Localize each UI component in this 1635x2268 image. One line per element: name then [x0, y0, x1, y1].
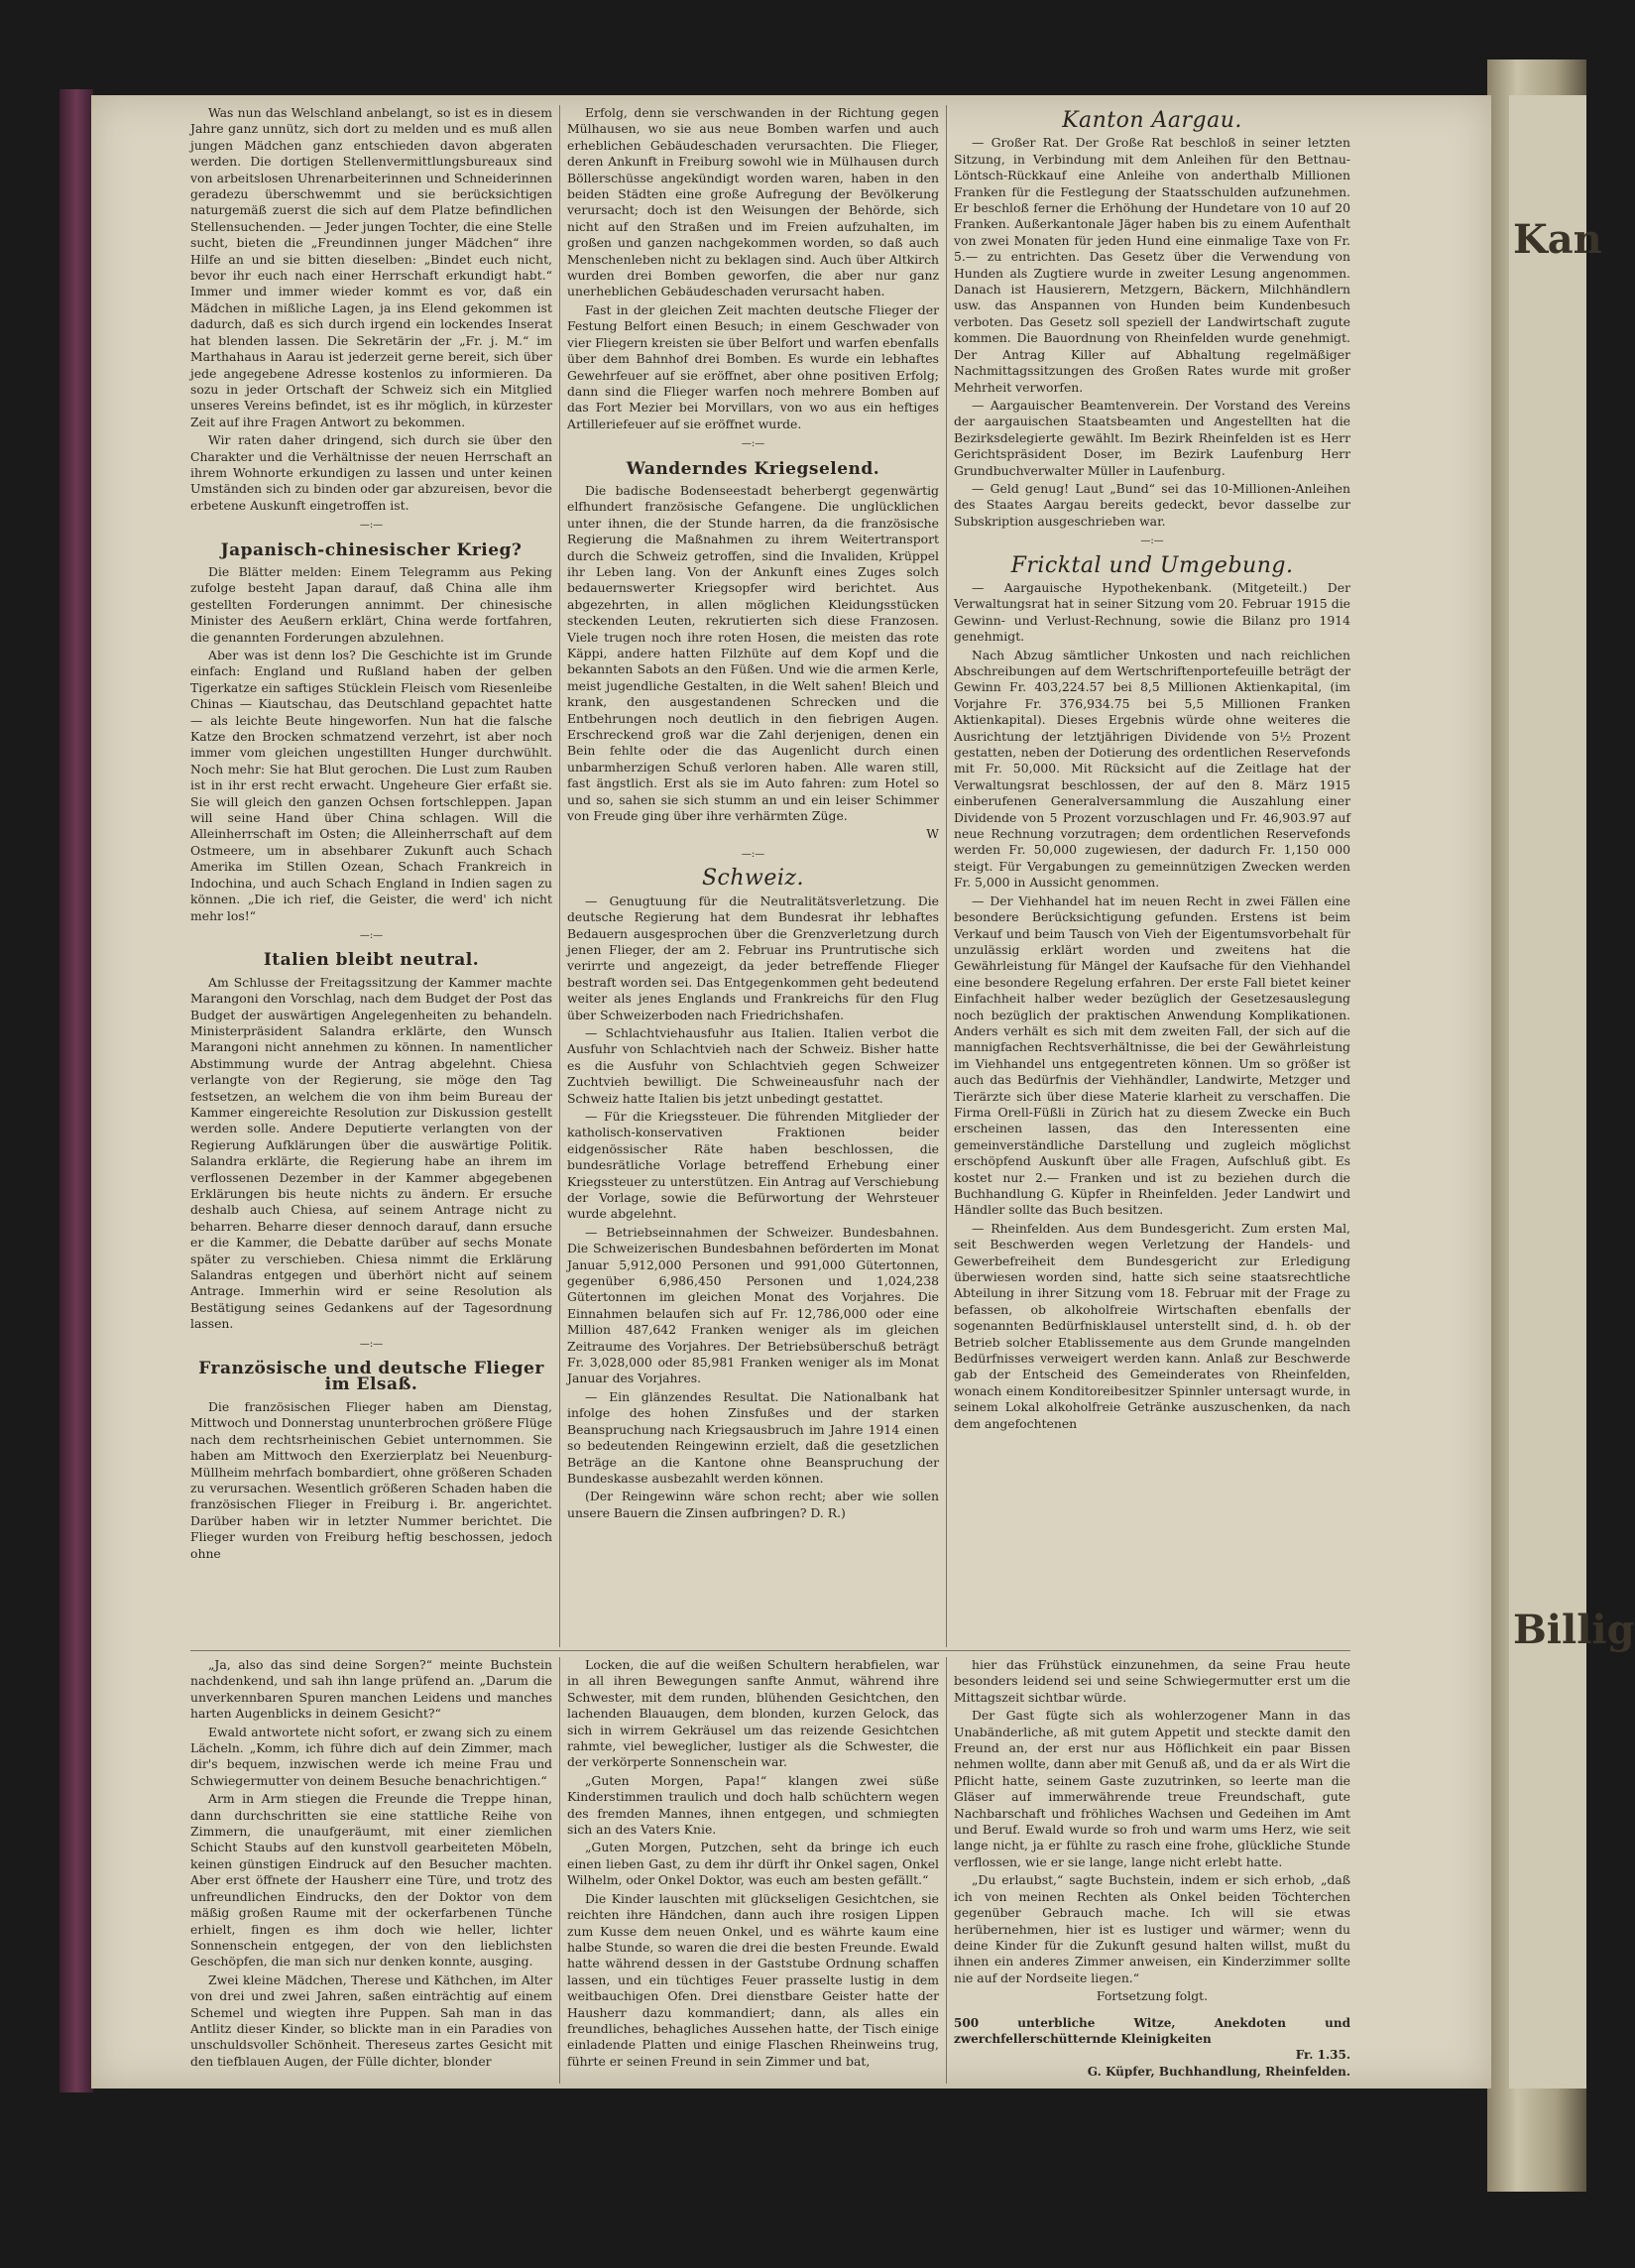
article-paragraph: Aber was ist denn los? Die Geschichte ist im Grunde einfach: England und Rußland haben der gelben Tigerkatze ein saftiges Stücklein Fleisch vom Riesenleibe Chinas — Kiautschau, das Deutschland gepachtet hatte — als leichte Beute hingeworfen. Nun hat die falsche Katze den Brocken schmatzend verzehrt, ist aber noch immer vom gleichen ungestillten Hunger durchwühlt. Noch mehr: Sie hat Blut gerochen. Die Lust zum Rauben ist in ihr erst recht erwacht. Ungeheure Gier erfaßt sie. Sie will gleich den ganzen Ochsen fortschleppen. Japan will seine Hand über China schlagen. Will die Alleinherrschaft im Osten; die Alleinherrschaft auf dem Ostmeere, um in absehbarer Zukunft auch Schach Amerika im Stillen Ozean, Schach Frankreich in Indochina, und auch Schach England in Indien sagen zu können. „Die ich rief, die Geister, die werd' ich nicht mehr los!“ — [190, 648, 552, 923]
separator: —:— — [359, 1338, 384, 1350]
news-item: — Betriebseinnahmen der Schweizer. Bundesbahnen. Die Schweizerischen Bundesbahnen beförderten im Monat Januar 5,912,000 Personen und 991,000 Gütertonnen, gegenüber 6,986,450 Personen und 1,024,238 Gütertonnen im gleichen Monat des Vorjahres. Die Einnahmen belaufen sich auf Fr. 12,786,000 oder eine Million 487,642 Franken weniger als im gleichen Zeitraume des Vorjahres. Der Betriebsüberschuß beträgt Fr. 3,028,000 oder 85,981 Franken weniger als im Monat Januar des Vorjahres. — [567, 1224, 939, 1386]
news-item: — Geld genug! Laut „Bund“ sei das 10-Millionen-Anleihen des Staates Aargau bereits gedeckt, bevor dasselbe zur Subskription ausgeschrieben war. — [954, 480, 1350, 529]
headline-italien: Italien bleibt neutral. — [263, 950, 480, 971]
story-paragraph: Ewald antwortete nicht sofort, er zwang sich zu einem Lächeln. „Komm, ich führe dich auf dein Zimmer, mach dir's bequem, inzwischen werde ich meine Frau und Schwiegermutter von deinem Besuche benachrichtigen.“ — [190, 1724, 552, 1788]
ad-publisher: G. Küpfer, Buchhandlung, Rheinfelden. — [1087, 2064, 1350, 2079]
news-item: — Rheinfelden. Aus dem Bundesgericht. Zum ersten Mal, seit Beschwerden wegen Verletzung der Handels- und Gewerbefreiheit dem Bundesgericht zur Erledigung überwiesen worden sind, hatte sich seine staatsrechtliche Abteilung in ihrer Sitzung vom 18. Februar mit der Frage zu befassen, ob alkoholfreie Wirtschaften ebenfalls der sogenannten Bedürfnisklausel unterstellt sind, d. h. ob der Betrieb solcher Etablissemente aus dem Grunde mangelnden Bedürfnisses verweigert werden kann. Anlaß zur Beschwerde gab der Entscheid des Gemeinderates von Rheinfelden, wonach einem Konditoreibesitzer Spinnler untersagt wurde, in seinem Lokal alkoholfreie Getränke auszuschenken, da nach dem angefochtenen — [954, 1220, 1350, 1431]
news-item: — Der Viehhandel hat im neuen Recht in zwei Fällen eine besondere Berücksichtigung gefunden. Erstens ist beim Verkauf und beim Tausch von Vieh der Eigentumsvorbehalt für unzulässig erklärt worden und zweitens hat die Gewährleistung für Mängel der Kaufsache für den Viehhandel eine besondere Regelung erfahren. Der erste Fall bietet keiner Einfachheit halber weder bezüglich der Gesetzesauslegung noch bezüglich der praktischen Anwendung Komplikationen. Anders verhält es sich mit dem zweiten Fall, der sich auf die mannigfachen Rechtsverhältnisse, die bei der Gewährleistung im Viehhandel uns entgegentreten können. Um so größer ist auch das Bedürfnis der Viehhändler, Landwirte, Metzger und Tierärzte sich über diese Materie klarheit zu verschaffen. Die Firma Orell-Füßli in Zürich hat zu diesem Zwecke ein Buch erscheinen lassen, das den Interessenten eine gemeinverständliche Darstellung und zugleich möglichst erschöpfend Auskunft über alle Fragen, Aufschluß gibt. Es kostet nur 2.— Franken und ist zu beziehen durch die Buchhandlung G. Küpfer in Rheinfelden. Jeder Landwirt und Händler sollte das Buch besitzen. — [954, 893, 1350, 1218]
story-paragraph: „Guten Morgen, Papa!“ klangen zwei süße Kinderstimmen traulich und doch halb schüchtern wegen des fremden Mannes, ihnen entgegen, und schmiegten sich an des Vaters Knie. — [567, 1772, 939, 1838]
article-paragraph: Erfolg, denn sie verschwanden in der Richtung gegen Mülhausen, wo sie aus neue Bomben warfen und auch erheblichen Gebäudeschaden verursachten. Die Flieger, deren Ankunft in Freiburg sowohl wie in Mülhausen durch Böllerschüsse angekündigt worden waren, haben in den beiden Städten eine große Aufregung der Bevölkerung verursacht; doch ist den Weisungen der Behörde, sich nicht auf den Straßen und im Freien aufzuhalten, im großen und ganzen nachgekommen worden, so daß auch Menschenleben nicht zu beklagen sind. Auch über Altkirch wurden drei Bomben geworfen, die aber nur ganz unerheblichen Gebäudeschaden verursacht haben. — [567, 105, 939, 299]
news-item: Nach Abzug sämtlicher Unkosten und nach reichlichen Abschreibungen auf dem Wertschriftenportefeuille beträgt der Gewinn Fr. 403,224.57 bei 8,5 Millionen Aktienkapital, (im Vorjahre Fr. 376,934.75 bei 5,5 Millionen Franken Aktienkapital). Dieses Ergebnis würde ohne weiteres die Ausrichtung der letztjährigen Dividende von 5½ Prozent gestatten, neben der Dotierung des ordentlichen Reservefonds mit Fr. 50,000. Mit Rücksicht auf die Zeitlage hat der Verwaltungsrat beschlossen, der auf den 8. März 1915 einberufenen Generalversammlung die Auszahlung einer Dividende von 5 Prozent vorzuschlagen und Fr. 46,903.97 auf neue Rechnung vorzutragen; dem ordentlichen Reservefonds werden Fr. 50,000 zugewiesen, der dadurch Fr. 1,150 000 steigt. Für Vergabungen zu gemeinnützigen Zwecken werden Fr. 5,000 in Aussicht genommen. — [954, 647, 1350, 891]
separator: —:— — [359, 520, 384, 532]
feuilleton-column-3 — [954, 1657, 1350, 2080]
story-paragraph: Der Gast fügte sich als wohlerzogener Mann in das Unabänderliche, aß mit gutem Appetit und steckte damit den Freund an, der erst nur aus Höflichkeit ein paar Bissen nehmen wollte, dann aber mit Genuß aß, und da er als Wirt die Pflicht hatte, seinem Gaste zuzutrinken, so leerte man die Gläser auf immerwährende treue Freundschaft, gute Nachbarschaft und fröhliches Wachsen und Gedeihen im Amt und Beruf. Ewald wurde so froh und warm ums Herz, wie seit lange nicht, ja er fühlte zu rasch eine frohe, glückliche Stunde verflossen, wie er sie lange, lange nicht erlebt hatte. — [954, 1708, 1350, 1869]
article-paragraph: Fast in der gleichen Zeit machten deutsche Flieger der Festung Belfort einen Besuch; in einem Geschwader von vier Fliegern kreisten sie über Belfort und warfen ebenfalls über dem Bahnhof drei Bomben. Es wurde ein lebhaftes Gewehrfeuer auf sie eröffnet, aber ohne positiven Erfolg; dann sind die Flieger warfen noch mehrere Bomben auf das Fort Mezier bei Morvillars, von wo aus ein heftiges Artilleriefeuer auf sie eröffnet wurde. — [567, 301, 939, 431]
book-spine — [59, 89, 93, 2092]
editor-note: (Der Reingewinn wäre schon recht; aber wie sollen unsere Bauern die Zinsen aufbringen? D. R.) — [567, 1489, 939, 1520]
feuilleton-column-1 — [190, 1657, 552, 2072]
news-item: — Ein glänzendes Resultat. Die Nationalbank hat infolge des hohen Zinsfußes und der starken Beanspruchung nach Kriegsausbruch im Jahre 1914 einen so bedeutenden Reingewinn erzielt, daß die gesetzlichen Beträge an die Kantone ohne Beanspruchung der Bundeskasse ausbezahlt werden können. — [567, 1388, 939, 1486]
author-signature: W — [926, 826, 939, 842]
article-paragraph: Die französischen Flieger haben am Dienstag, Mittwoch und Donnerstag ununterbrochen größere Flüge nach dem rechtsrheinischen Gebiet unternommen. Sie haben am Mittwoch den Exerzierplatz bei Neuenburg-Müllheim mehrfach bombardiert, ohne größeren Schaden zu verursachen. Wesentlich größeren Schaden haben die französischen Flieger in Freiburg i. Br. angerichtet. Darüber haben wir in letzter Nummer berichtet. Die Flieger wurden von Freiburg heftig beschossen, jedoch ohne — [190, 1398, 552, 1561]
headline-schweiz: Schweiz. — [701, 866, 805, 892]
news-item: — Großer Rat. Der Große Rat beschloß in seiner letzten Sitzung, in Verbindung mit dem Anleihen für den Bettnau-Löntsch-Rückkauf eine Anleihe von anderthalb Millionen Franken für die Festlegung der Staatsschulden aufzunehmen. Er beschloß ferner die Erhöhung der Hundetare von 10 auf 20 Franken. Außerkantonale Jäger haben bis zu einem Aufenthalt von zwei Monaten für jeden Hund eine einmalige Taxe von Fr. 5.— zu entrichten. Das Gesetz über die Verwendung von Hunden als Zugtiere wurde in zweiter Lesung angenommen. Danach ist Hausierern, Metzgern, Bäckern, Milchhändlern usw. das Anspannen von Hunden beim Kundenbesuch verboten. Das Gesetz soll speziell der Landwirtschaft zugute kommen. Die Bauordnung von Rheinfelden wurde genehmigt. Der Antrag Killer auf Abhaltung regelmäßiger Nachmittagssitzungen des Großen Rates wurde mit großer Mehrheit verworfen. — [954, 135, 1350, 395]
news-item: — Genugtuung für die Neutralitätsverletzung. Die deutsche Regierung hat dem Bundesrat ihr lebhaftes Bedauern ausgesprochen über die Grenzverletzung durch jenen Flieger, der am 2. Februar ins Pruntrutische sich verirrte und angezeigt, da jeder betreffende Flieger bestraft worden sei. Das Entgegenkommen geht bedeutend weiter als jenes Englands und Frankreichs für den Flug über Schweizerboden nach Friedrichshafen. — [567, 893, 939, 1022]
continuation-note: Fortsetzung folgt. — [1096, 1988, 1209, 2004]
news-item: — Für die Kriegssteuer. Die führenden Mitglieder der katholisch-konservativen Fraktionen beider eidgenössischer Räte haben beschlossen, die bundesrätliche Vorlage betreffend Erhebung einer Kriegssteuer zu unterstützen. Ein Antrag auf Verschiebung der Vorlage, sowie die Befürwortung der Wehrsteuer wurde abgelehnt. — [567, 1108, 939, 1222]
column-3 — [954, 105, 1350, 1434]
article-paragraph: Was nun das Welschland anbelangt, so ist es in diesem Jahre ganz unnütz, sich dort zu melden und es muß allen jungen Mädchen ganz entschieden davon abgeraten werden. Die dortigen Stellenvermittlungsbureaux sind von arbeitslosen Uhrenarbeiterinnen und Schneiderinnen geradezu überschwemmt und sie berücksichtigen naturgemäß zuerst die sich auf dem Platze befindlichen Stellensuchenden. — Jeder jungen Tochter, die eine Stelle sucht, bieten die „Freundinnen junger Mädchen“ ihre Hilfe an und sie bitten dieselben: „Bindet euch nicht, bevor ihr euch nach einer Herrschaft erkundigt habt.“ Immer und immer wieder kommt es vor, daß ein Mädchen in mißliche Lagen, ja ins Elend gekommen ist dadurch, daß es sich durch irgend ein lockendes Inserat hat blenden lassen. Die Sekretärin der „Fr. j. M.“ im Marthahaus in Aarau ist jederzeit gerne bereit, sich über jede angegebene Adresse kostenlos zu informieren. Da sozu in jeder Ortschaft der Schweiz sich ein Mitglied unseres Vereins befindet, ist es ihr möglich, in kürzester Zeit auf ihre Fragen Antwort zu bekommen. — [190, 105, 552, 429]
column-2 — [567, 105, 939, 1523]
news-item: — Aargauischer Beamtenverein. Der Vorstand des Vereins der aargauischen Staatsbeamten und Angestellten hat die Bezirksdelegierte gewählt. Im Bezirk Rheinfelden ist es Herr Gerichtspräsident Doser, im Bezirk Laufenburg Herr Grundbuchverwalter Müller in Laufenburg. — [954, 397, 1350, 478]
feuilleton-column-2 — [567, 1657, 939, 2072]
ad-text: 500 unterbliche Witze, Anekdoten und zwerchfellerschütternde Kleinigkeiten — [954, 2015, 1350, 2046]
headline-aargau: Kanton Aargau. — [1062, 108, 1242, 133]
feuilleton-rule — [190, 1650, 1350, 1651]
column-rule — [559, 105, 560, 1647]
article-paragraph: Am Schlusse der Freitagssitzung der Kammer machte Marangoni den Vorschlag, nach dem Budget der Post das Budget der auswärtigen Angelegenheiten zu behandeln. Ministerpräsident Salandra erklärte, den Wunsch Marangoni nicht annehmen zu können. In namentlicher Abstimmung wurde der Antrag abgelehnt. Chiesa verlangte von der Regierung, sie möge den Tag festsetzen, an welchem die von ihm beim Bureau der Kammer eingereichte Resolution zur Diskussion gestellt werden solle. Andere Deputierte verlangten von der Regierung Aufklärungen über die auswärtige Politik. Salandra erklärte, die Regierung habe an ihrem im verflossenen Dezember in der Kammer abgegebenen Erklärungen bis heute nichts zu ändern. Er ersuche deshalb auch Chiesa, auf seinem Antrage nicht zu beharren. Beharre dieser dennoch darauf, dann ersuche er die Kammer, die Debatte darüber auf sechs Monate später zu verschieben. Chiesa nimmt die Erklärung Salandras entgegen und überhört nicht auf seinem Antrage. Immerhin wird er seine Resolution als Bestätigung seines Gedankens auf der Tagesordnung lassen. — [190, 974, 552, 1332]
separator: —:— — [1140, 536, 1164, 547]
story-paragraph: „Guten Morgen, Putzchen, seht da bringe ich euch einen lieben Gast, zu dem ihr dürft ihr Onkel sagen, Onkel Wilhelm, oder Onkel Doktor, was euch am besten gefällt.“ — [567, 1840, 939, 1888]
headline-japan: Japanisch-chinesischer Krieg? — [220, 539, 523, 560]
column-rule — [946, 105, 947, 1647]
headline-wandern: Wanderndes Kriegselend. — [626, 458, 880, 479]
headline-fricktal: Fricktal und Umgebung. — [1010, 552, 1294, 578]
news-item: — Aargauische Hypothekenbank. (Mitgeteilt.) Der Verwaltungsrat hat in seiner Sitzung vom 20. Februar 1915 die Gewinn- und Verlust-Rechnung, sowie die Bilanz pro 1914 genehmigt. — [954, 579, 1350, 645]
story-paragraph: „Du erlaubst,“ sagte Buchstein, indem er sich erhob, „daß ich von meinen Rechten als Onkel beiden Töchterchen gegenüber Gebrauch mache. Ich will sie etwas herübernehmen, hier ist es lustiger und wärmer; wenn du deine Kinder für die Zukunft gesund halten willst, mußt du ihnen ein anderes Zimmer anweisen, ein Kinderzimmer sollte nie auf der Nordseite liegen.“ — [954, 1872, 1350, 1985]
adjacent-ad-headline: Billig — [1513, 1607, 1635, 1653]
story-paragraph: hier das Frühstück einzunehmen, da seine Frau heute besonders leidend sei und seine Schwiegermutter erst um die Mittagszeit sichtbar würde. — [954, 1657, 1350, 1705]
news-item: — Schlachtviehausfuhr aus Italien. Italien verbot die Ausfuhr von Schlachtvieh nach der Schweiz. Bisher hatte es die Ausfuhr von Schlachtvieh gegen Schweizer Zuchtvieh bewilligt. Die Schweineausfuhr nach der Schweiz hatte Italien bis jetzt unbedingt gestattet. — [567, 1024, 939, 1106]
adjacent-headline: Kan — [1513, 216, 1602, 263]
story-paragraph: Zwei kleine Mädchen, Therese und Käthchen, im Alter von drei und zwei Jahren, saßen einträchtig auf einem Schemel und wiegten ihre Puppen. Sah man in das Antlitz dieser Kinder, so blickte man in ein Paradies von unschuldsvoller Schönheit. Thereseus zartes Gesicht mit den tiefblauen Augen, der Fülle dichter, blonder — [190, 1971, 552, 2069]
column-rule — [946, 1657, 947, 2084]
headline-flieger: Französische und deutsche Flieger im Elsaß. — [198, 1359, 544, 1395]
book-advertisement — [954, 2015, 1350, 2081]
column-1 — [190, 105, 552, 1564]
adjacent-page-edge — [1509, 95, 1635, 2089]
separator: —:— — [741, 438, 765, 450]
ad-price: Fr. 1.35. — [1295, 2048, 1350, 2063]
story-paragraph: Locken, die auf die weißen Schultern herabfielen, war in all ihren Bewegungen sanfte Anmut, während ihre Schwester, mit dem runden, blühenden Gesichtchen, den lachenden Blauaugen, dem blonden, kurzen Gelock, das sich in wirrem Gekräusel um das reizende Gesichtchen rahmte, viel beweglicher, lustiger als die Schwester, die der verkörperte Sonnenschein war. — [567, 1657, 939, 1770]
separator: —:— — [359, 929, 384, 941]
story-paragraph: „Ja, also das sind deine Sorgen?“ meinte Buchstein nachdenkend, und sah ihn lange prüfend an. „Darum die unverkennbaren Spuren manchen Leidens und manches harten Augenblicks in deinem Gesicht?“ — [190, 1657, 552, 1722]
article-paragraph: Die Blätter melden: Einem Telegramm aus Peking zufolge besteht Japan darauf, daß China alle ihm gestellten Forderungen annimmt. Der chinesische Minister des Aeußern erklärt, China werde fortfahren, die genannten Forderungen abzulehnen. — [190, 563, 552, 645]
newspaper-page — [91, 95, 1635, 2089]
article-paragraph: Die badische Bodenseestadt beherbergt gegenwärtig elfhundert französische Gefangene. Die unglücklichen unter ihnen, die der Stunde harren, da die französische Regierung die Maßnahmen zu ihrem Weitertransport durch die Schweiz getroffen, sind die Invaliden, Krüppel ihr Leben lang. Von der Ankunft eines Zuges solch bedauernswerter Kriegsopfer wird berichtet. Aus abgezehrten, in allen möglichen Kleidungsstücken steckenden Leuten, rekrutierten sich diese Franzosen. Viele trugen noch ihre roten Hosen, die meisten das rote Käppi, andere hatten Filzhüte auf dem Kopf und die bekannten Sabots an den Füßen. Und wie die armen Kerle, meist jugendliche Gestalten, in die Welt sahen! Bleich und krank, den ausgestandenen Schrecken und die Entbehrungen noch deutlich in den fiebrigen Augen. Erschreckend groß war die Zahl derjenigen, denen ein Bein fehlte oder die das Augenlicht durch einen unbarmherzigen Schuß verloren haben. Alle waren still, fast ängstlich. Erst als sie im Auto fahren: zum Hotel so und so, sahen sie sich stumm an und ein leiser Schimmer von Freude ging über ihre verhärmten Züge. — [567, 482, 939, 824]
separator: —:— — [741, 848, 765, 860]
article-paragraph: Wir raten daher dringend, sich durch sie über den Charakter und die Verhältnisse der neuen Herrschaft an ihrem Wohnorte erkundigen zu lassen und unter keinen Umständen sich zu binden oder gar abzureisen, bevor die erbetene Auskunft eingetroffen ist. — [190, 432, 552, 513]
story-paragraph: Arm in Arm stiegen die Freunde die Treppe hinan, dann durchschritten sie eine stattliche Reihe von Zimmern, die unaufgeräumt, mit einer ziemlichen Schicht Staubs auf den kunstvoll gearbeiteten Möbeln, keinen günstigen Eindruck auf den Besucher machten. Aber erst öffnete der Hausherr eine Türe, und trotz des unfreundlichen Eindrucks, den der Doktor von dem mäßig großen Raume mit der ockerfarbenen Tünche erhielt, fingen es ihm doch wie heller, lichter Sonnenschein entgegen, der von den lieblichsten Geschöpfen, die man sich nur denken konnte, ausging. — [190, 1791, 552, 1970]
column-rule — [559, 1657, 560, 2084]
story-paragraph: Die Kinder lauschten mit glückseligen Gesichtchen, sie reichten ihre Händchen, dann auch ihre rosigen Lippen zum Kusse dem neuen Onkel, und es währte kaum eine halbe Stunde, so waren die drei die besten Freunde. Ewald hatte während dessen in der Gaststube Ordnung schaffen lassen, und ein tüchtiges Feuer prasselte lustig in dem weitbauchigen Ofen. Drei dienstbare Geister hatte der Hausherr dazu kommandiert; dann, als alles ein freundliches, behagliches Aussehen hatte, der Tisch einige einladende Platten und einige Flaschen Rheinweins trug, führte er seinen Freund in sein Zimmer und bat, — [567, 1890, 939, 2069]
